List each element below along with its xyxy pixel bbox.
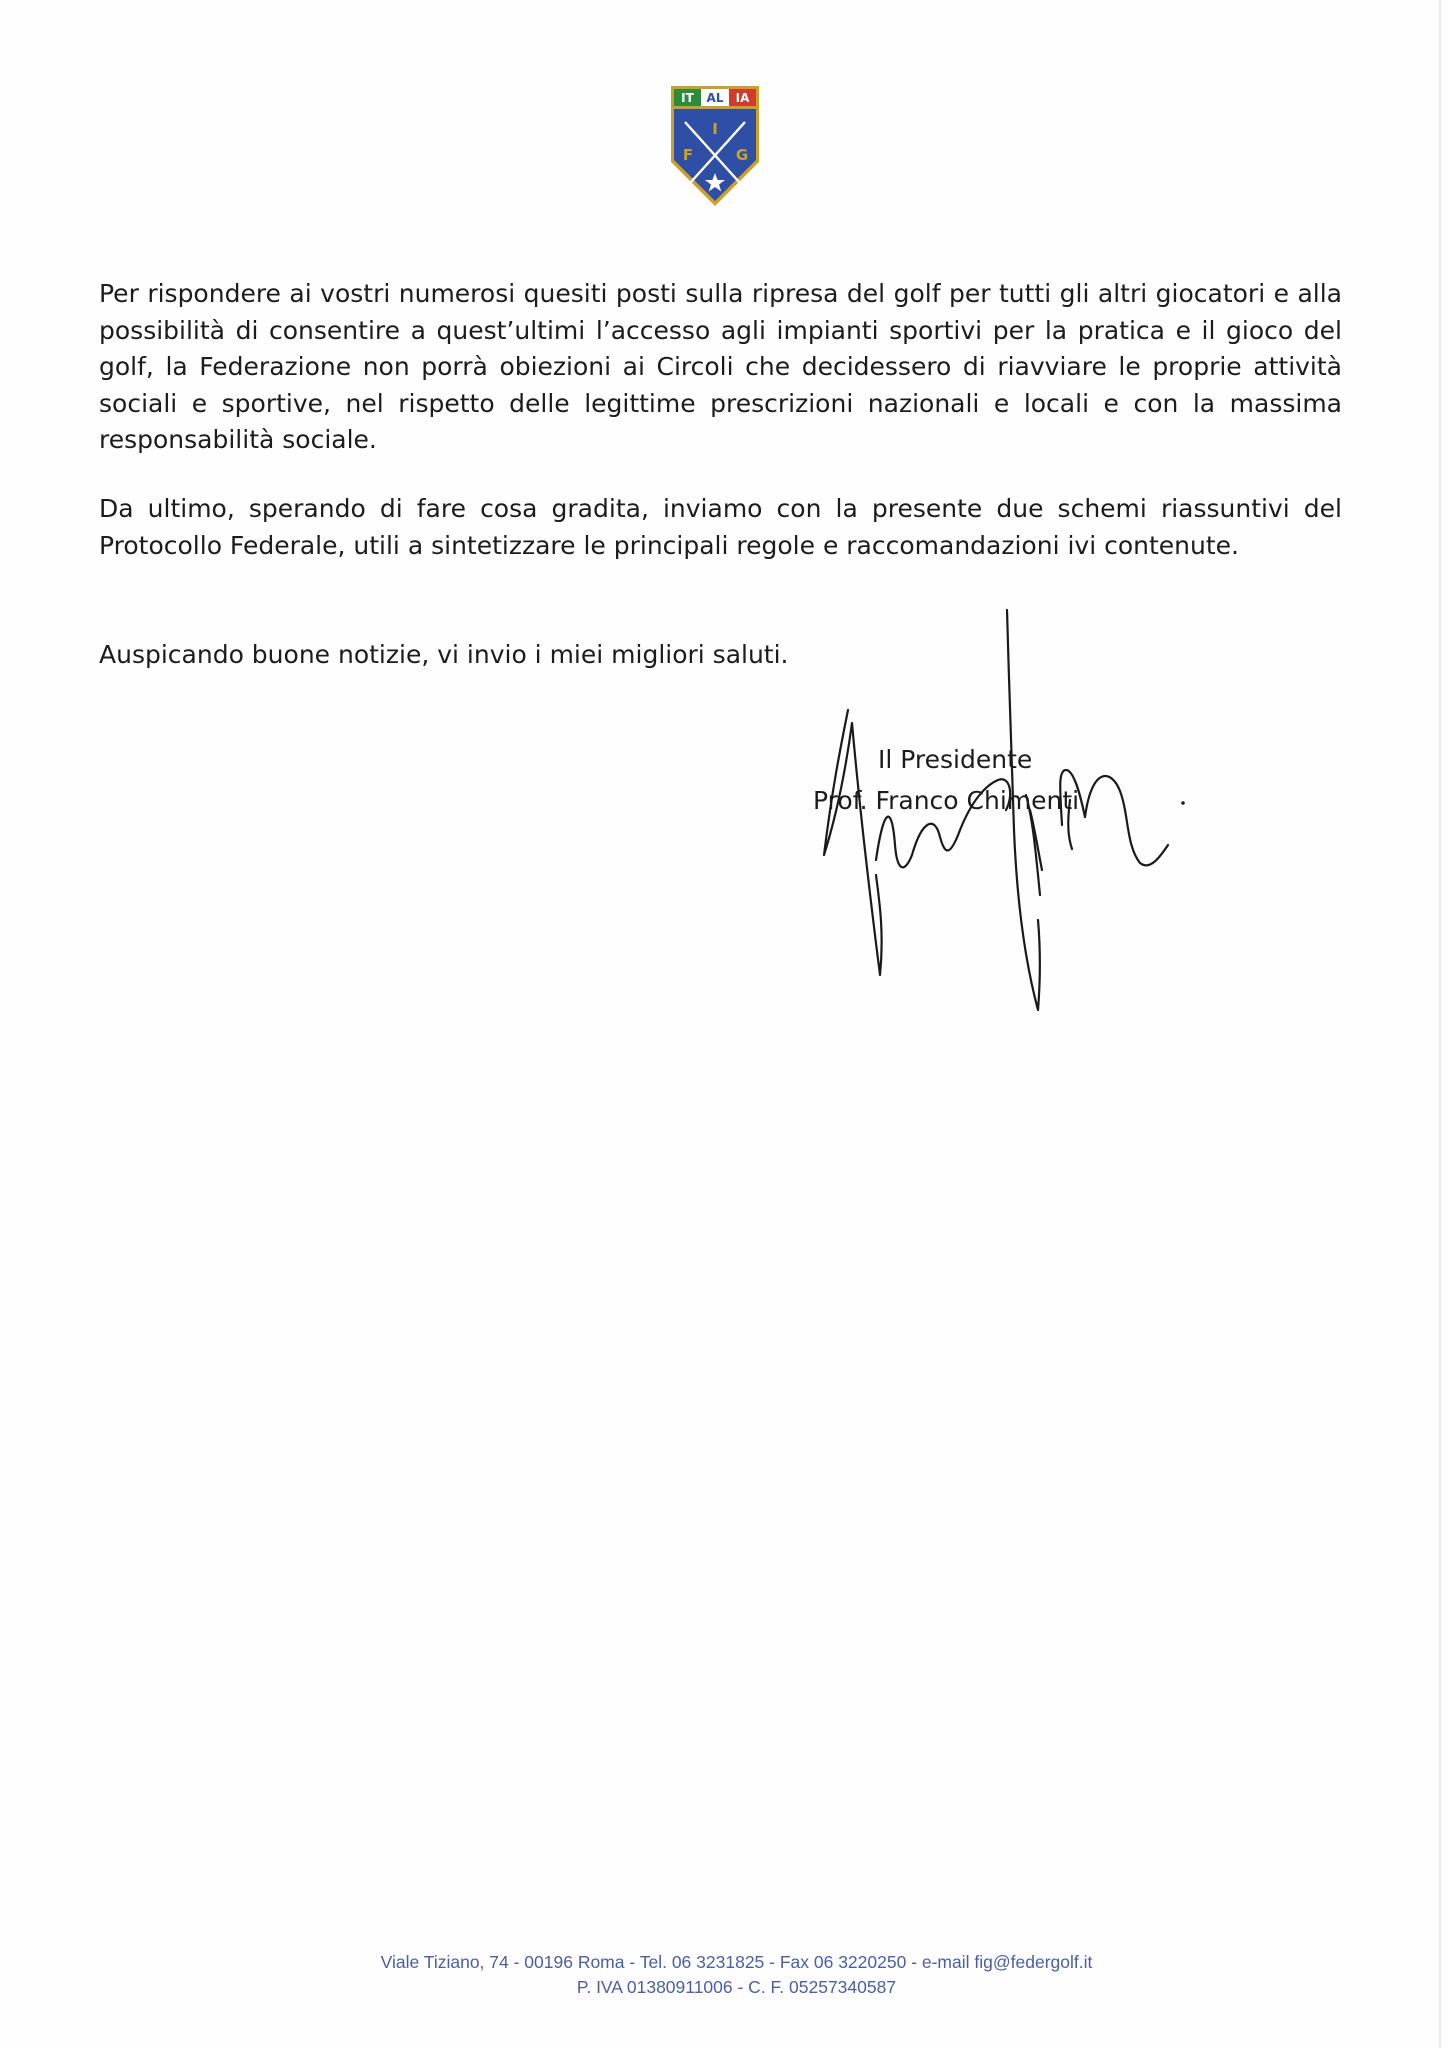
logo-band-left: IT [681, 91, 694, 105]
fig-logo-icon [669, 84, 761, 208]
signatory-name: Prof. Franco Chimenti [813, 786, 1080, 815]
footer-address: Viale Tiziano, 74 - 00196 Roma - Tel. 06 3231825 - Fax 06 3220250 - e-mail fig@federgolf.it [380, 1952, 1093, 1972]
letter-paragraph: Per rispondere ai vostri numerosi quesiti posti sulla ripresa del golf per tutti gli altri giocatori e alla possibilità di consentire a quest’ultimi l’accesso agli impianti sportivi per la pratica e il gioco del golf, la Federazione non porrà obiezioni ai Circoli che decidessero di riavviare le proprie attività sociali e sportive, nel rispetto delle legittime prescrizioni nazionali e locali e con la massima responsabilità sociale. [99, 279, 1342, 454]
logo-band-middle: AL [706, 91, 724, 105]
signatory-title: Il Presidente [878, 745, 1033, 774]
logo-letter-right: G [735, 146, 749, 164]
logo-letter-top: I [712, 120, 718, 138]
handwritten-signature-icon [800, 605, 1190, 1015]
page-edge-shadow [1439, 0, 1441, 2048]
letter-closing: Auspicando buone notizie, vi invio i miei migliori saluti. [99, 640, 789, 669]
footer-fiscal-codes: P. IVA 01380911006 - C. F. 05257340587 [576, 1977, 897, 1997]
letter-paragraph: Da ultimo, sperando di fare cosa gradita, inviamo con la presente due schemi riassuntivi del Protocollo Federale, utili a sintetizzare le principali regole e raccomandazioni ivi contenute. [99, 494, 1342, 560]
logo-band-right: IA [735, 91, 750, 105]
logo-letter-left: F [682, 146, 694, 164]
